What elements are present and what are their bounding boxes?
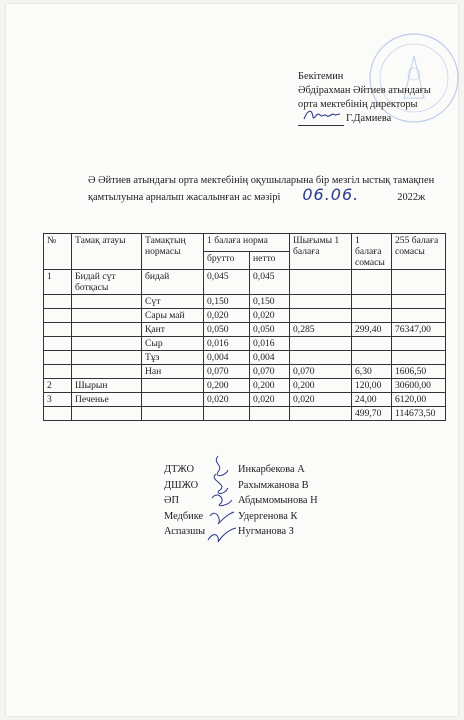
cell-food xyxy=(72,337,142,351)
cell-sum1 xyxy=(352,270,392,295)
cell-sum1: 24,00 xyxy=(352,393,392,407)
cell-gross: 0,050 xyxy=(204,323,250,337)
staff-role: Аспазшы xyxy=(164,526,206,537)
table-header-row xyxy=(44,234,446,252)
cell-num xyxy=(44,337,72,351)
header-norm: Тамақтың нормасы xyxy=(142,234,204,270)
menu-title xyxy=(88,174,460,205)
cell-sum255: 6120,00 xyxy=(392,393,446,407)
header-per-child-norm: 1 балаға норма xyxy=(204,234,290,252)
handwritten-date: 06.06. xyxy=(302,185,360,204)
cell-norm: Сары май xyxy=(142,309,204,323)
cell-sum255 xyxy=(392,270,446,295)
cell-norm xyxy=(142,393,204,407)
staff-name: Рахымжанова В xyxy=(238,479,309,491)
approval-block xyxy=(298,70,463,126)
cell-sum1 xyxy=(352,351,392,365)
cell-net: 0,016 xyxy=(250,337,290,351)
cell-food: Бидай сүт ботқасы xyxy=(72,270,142,295)
header-net: нетто xyxy=(250,252,290,270)
cell-sum255: 30600,00 xyxy=(392,379,446,393)
cell-out xyxy=(290,351,352,365)
approval-school: Әбдірахман Әйтиев атындағы xyxy=(298,85,431,96)
cell-num xyxy=(44,295,72,309)
cell-norm: бидай xyxy=(142,270,204,295)
header-food: Тамақ атауы xyxy=(72,234,142,270)
staff-name: Абдымомынова Н xyxy=(238,495,318,506)
cell-sum1: 6,30 xyxy=(352,365,392,379)
staff-role: ДТЖО xyxy=(164,464,194,475)
cell-norm: Нан xyxy=(142,365,204,379)
cell-num xyxy=(44,323,72,337)
cell-net: 0,020 xyxy=(250,393,290,407)
cell-gross: 0,200 xyxy=(204,379,250,393)
approval-sign-line xyxy=(298,112,463,126)
header-total-sum: 255 балаға сомасы xyxy=(392,234,446,270)
header-gross: брутто xyxy=(204,252,250,270)
staff-role: ӘП xyxy=(164,495,180,506)
signature-blank xyxy=(298,113,344,126)
approval-heading: Бекітемин xyxy=(298,71,344,82)
cell-norm: Сүт xyxy=(142,295,204,309)
table-row xyxy=(44,337,446,351)
cell-sum255: 76347,00 xyxy=(392,323,446,337)
cell-out: 0,070 xyxy=(290,365,352,379)
staff-row xyxy=(164,493,318,509)
approval-position: орта мектебінің директоры xyxy=(298,99,418,110)
staff-list xyxy=(164,462,318,540)
cell-net: 0,150 xyxy=(250,295,290,309)
cell-gross: 0,045 xyxy=(204,270,250,295)
cell-sum255 xyxy=(392,309,446,323)
total-per-child-sum: 499,70 xyxy=(352,407,392,421)
cell-food xyxy=(72,323,142,337)
cell-sum1 xyxy=(352,309,392,323)
cell-gross: 0,004 xyxy=(204,351,250,365)
approval-signer: Г.Дамиева xyxy=(346,113,392,124)
table-total-row xyxy=(44,407,446,421)
menu-table xyxy=(43,233,446,421)
staff-row xyxy=(164,509,318,525)
table-row xyxy=(44,365,446,379)
cell-food xyxy=(72,351,142,365)
cell-out xyxy=(290,295,352,309)
cell-gross: 0,020 xyxy=(204,309,250,323)
cell-sum255: 1606,50 xyxy=(392,365,446,379)
staff-name: Нугманова З xyxy=(238,526,294,537)
cell-sum255 xyxy=(392,295,446,309)
cell-sum1 xyxy=(352,295,392,309)
cell-net: 0,020 xyxy=(250,309,290,323)
cell-net: 0,200 xyxy=(250,379,290,393)
cell-out: 0,020 xyxy=(290,393,352,407)
cell-gross: 0,020 xyxy=(204,393,250,407)
title-line-2-row xyxy=(88,185,460,205)
cell-out xyxy=(290,309,352,323)
cell-num xyxy=(44,351,72,365)
cell-norm: Сыр xyxy=(142,337,204,351)
cell-sum1: 299,40 xyxy=(352,323,392,337)
cell-net: 0,045 xyxy=(250,270,290,295)
title-line-1: Ә Әйтиев атындағы орта мектебінің оқушыларына бір мезгіл ыстық тамақпен xyxy=(88,175,435,186)
table-row xyxy=(44,393,446,407)
cell-num xyxy=(44,309,72,323)
title-year: 2022ж xyxy=(397,192,426,203)
staff-role: ДШЖО xyxy=(164,479,199,491)
cell-out: 0,200 xyxy=(290,379,352,393)
staff-row xyxy=(164,524,318,540)
cell-norm: Тұз xyxy=(142,351,204,365)
cell-norm: Қант xyxy=(142,323,204,337)
staff-row xyxy=(164,478,318,494)
table-row xyxy=(44,270,446,295)
table-row xyxy=(44,351,446,365)
cell-num: 3 xyxy=(44,393,72,407)
cell-net: 0,050 xyxy=(250,323,290,337)
cell-sum255 xyxy=(392,351,446,365)
cell-norm xyxy=(142,379,204,393)
table-row xyxy=(44,379,446,393)
cell-gross: 0,016 xyxy=(204,337,250,351)
staff-role: Медбике xyxy=(164,510,204,522)
title-line-2: қамтылуына арналып жасалынған ас мәзірі xyxy=(88,192,281,203)
cell-out xyxy=(290,270,352,295)
total-sum: 114673,50 xyxy=(392,407,446,421)
header-num: № xyxy=(44,234,72,270)
cell-out xyxy=(290,337,352,351)
cell-food xyxy=(72,309,142,323)
document-page xyxy=(6,4,458,716)
cell-net: 0,070 xyxy=(250,365,290,379)
cell-out: 0,285 xyxy=(290,323,352,337)
cell-food xyxy=(72,295,142,309)
header-per-child-sum: 1 балаға сомасы xyxy=(352,234,392,270)
staff-row xyxy=(164,462,318,478)
table-row xyxy=(44,309,446,323)
cell-sum1 xyxy=(352,337,392,351)
cell-num: 1 xyxy=(44,270,72,295)
staff-name: Удергенова К xyxy=(238,510,298,522)
cell-gross: 0,150 xyxy=(204,295,250,309)
table-row xyxy=(44,295,446,309)
cell-food: Печенье xyxy=(72,393,142,407)
cell-num xyxy=(44,365,72,379)
cell-food xyxy=(72,365,142,379)
staff-name: Инкарбекова А xyxy=(238,464,305,475)
table-row xyxy=(44,323,446,337)
cell-sum255 xyxy=(392,337,446,351)
cell-net: 0,004 xyxy=(250,351,290,365)
header-consumption: Шығымы 1 балаға xyxy=(290,234,352,270)
cell-sum1: 120,00 xyxy=(352,379,392,393)
cell-gross: 0,070 xyxy=(204,365,250,379)
cell-num: 2 xyxy=(44,379,72,393)
cell-food: Шырын xyxy=(72,379,142,393)
